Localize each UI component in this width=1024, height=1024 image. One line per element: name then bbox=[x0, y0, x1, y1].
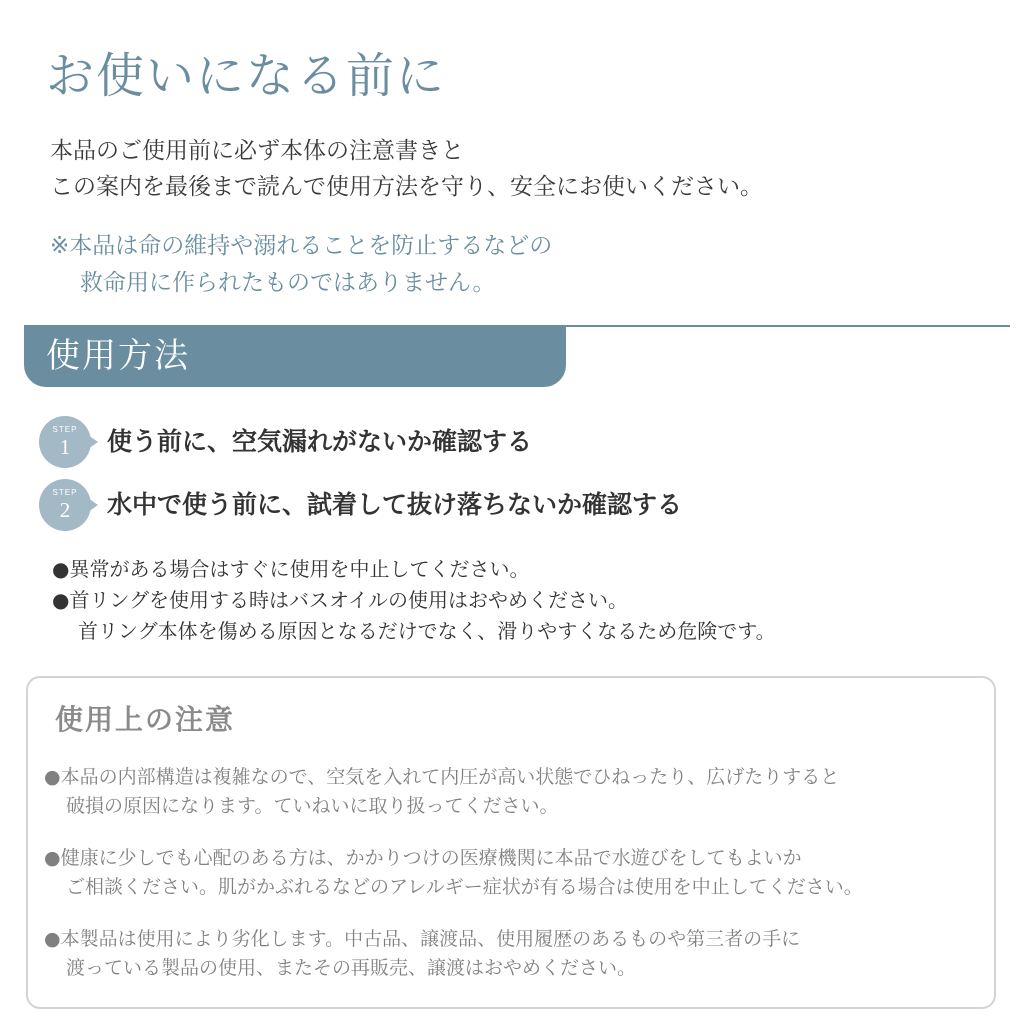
step-1-badge bbox=[39, 416, 91, 468]
step-number: 1 bbox=[59, 435, 71, 459]
caution-item bbox=[44, 925, 800, 983]
note-line-1: ※本品は命の維持や溺れることを防止するなどの bbox=[50, 233, 553, 259]
usage-bullet-list bbox=[52, 554, 776, 647]
step-pointer-icon bbox=[88, 498, 98, 512]
step-2-badge bbox=[39, 479, 91, 531]
step-number: 2 bbox=[59, 498, 71, 522]
caution-text: 本品の内部構造は複雑なので、空気を入れて内圧が高い状態でひねったり、広げたりすると bbox=[60, 766, 840, 788]
intro-line-1: 本品のご使用前に必ず本体の注意書きと bbox=[50, 138, 464, 164]
bullet-dot-icon: ● bbox=[44, 928, 61, 950]
bullet-text: 首リングを使用する時はバスオイルの使用はおやめください。 bbox=[69, 588, 629, 612]
step-1-text: 使う前に、空気漏れがないか確認する bbox=[107, 427, 533, 456]
list-item bbox=[52, 585, 776, 616]
bullet-dot-icon: ● bbox=[52, 588, 70, 612]
bullet-dot-icon: ● bbox=[44, 847, 61, 869]
rescue-disclaimer-note bbox=[50, 228, 552, 302]
caution-title: 使用上の注意 bbox=[55, 703, 236, 736]
list-item bbox=[52, 554, 776, 585]
intro-paragraph bbox=[50, 133, 763, 205]
caution-item bbox=[44, 763, 839, 821]
section-title-usage: 使用方法 bbox=[46, 336, 190, 376]
step-label: STEP bbox=[52, 425, 78, 434]
step-2-text: 水中で使う前に、試着して抜け落ちないか確認する bbox=[107, 490, 683, 519]
bullet-dot-icon: ● bbox=[44, 766, 61, 788]
caution-text: 健康に少しでも心配のある方は、かかりつけの医療機関に本品で水遊びをしてもよいか bbox=[60, 847, 802, 869]
section-divider bbox=[560, 325, 1010, 327]
step-label: STEP bbox=[52, 488, 78, 497]
bullet-text: 異常がある場合はすぐに使用を中止してください。 bbox=[69, 557, 530, 581]
bullet-dot-icon: ● bbox=[52, 557, 70, 581]
caution-text: 本製品は使用により劣化します。中古品、譲渡品、使用履歴のあるものや第三者の手に bbox=[60, 928, 801, 950]
caution-text-continued: ご相談ください。肌がかぶれるなどのアレルギー症状が有る場合は使用を中止してください。 bbox=[66, 876, 863, 898]
caution-item bbox=[44, 844, 863, 902]
bullet-continuation: 首リング本体を傷める原因となるだけでなく、滑りやすくなるため危険です。 bbox=[78, 619, 776, 643]
note-line-2: 救命用に作られたものではありません。 bbox=[80, 270, 496, 296]
intro-line-2: この案内を最後まで読んで使用方法を守り、安全にお使いください。 bbox=[50, 174, 763, 200]
step-pointer-icon bbox=[88, 435, 98, 449]
page-title: お使いになる前に bbox=[46, 48, 447, 104]
caution-text-continued: 破損の原因になります。ていねいに取り扱ってください。 bbox=[66, 795, 559, 817]
caution-text-continued: 渡っている製品の使用、またその再販売、譲渡はおやめください。 bbox=[66, 957, 637, 979]
